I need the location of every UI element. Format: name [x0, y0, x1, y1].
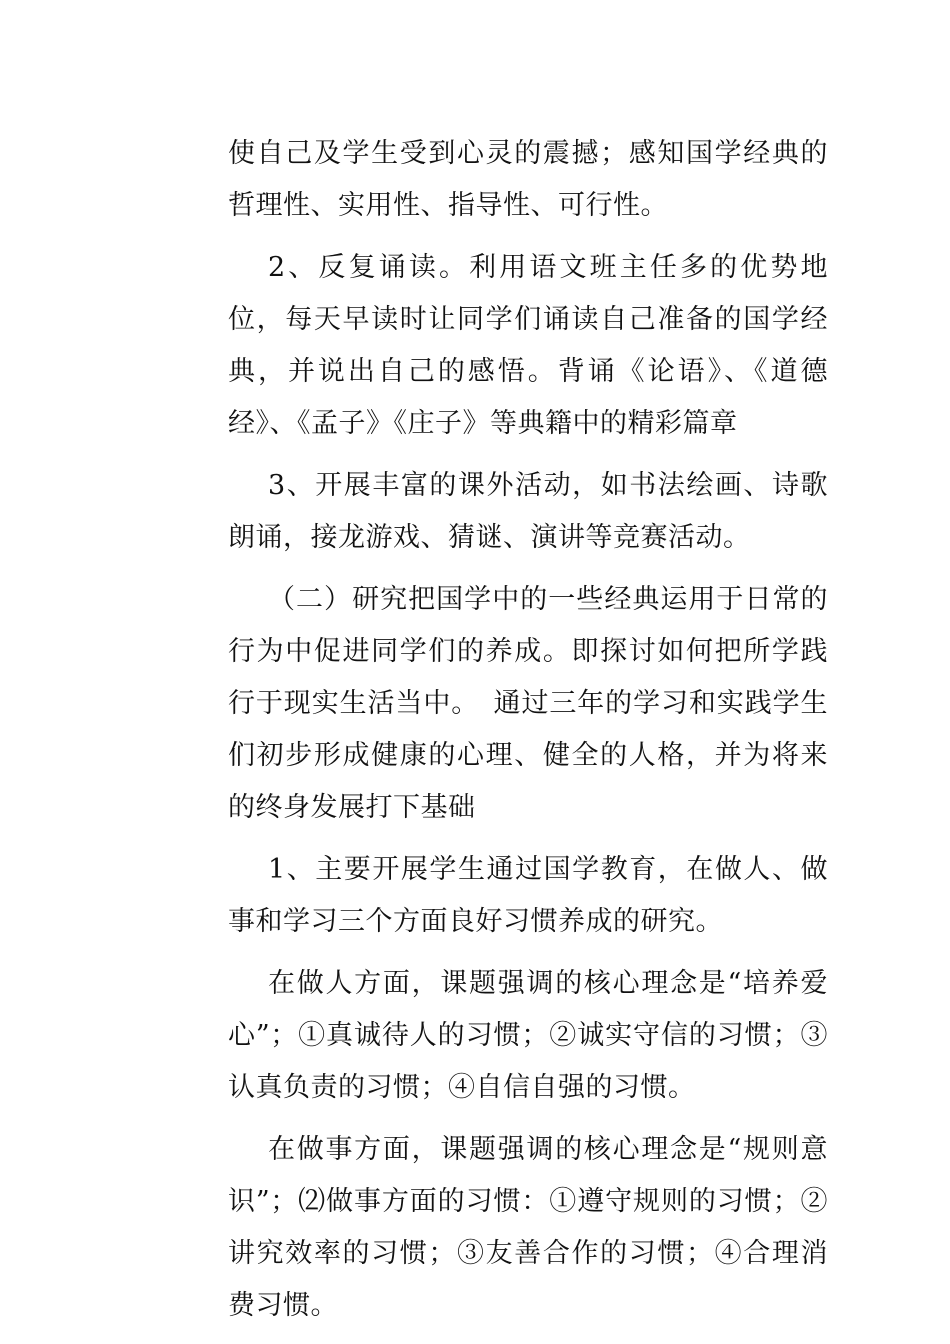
paragraph-5: 1、主要开展学生通过国学教育，在做人、做事和学习三个方面良好习惯养成的研究。: [228, 854, 828, 937]
paragraph-4: （二）研究把国学中的一些经典运用于日常的行为中促进同学们的养成。即探讨如何把所学践行于现实生活当中。 通过三年的学习和实践学生们初步形成健康的心理、健全的人格，并为将来的终身发展打下基础: [228, 584, 828, 823]
paragraph-1: 使自己及学生受到心灵的震撼；感知国学经典的哲理性、实用性、指导性、可行性。: [228, 138, 828, 221]
paragraph-3: 3、开展丰富的课外活动，如书法绘画、诗歌朗诵，接龙游戏、猜谜、演讲等竞赛活动。: [228, 470, 828, 553]
document-body: [228, 128, 828, 1332]
paragraph-6: 在做人方面，课题强调的核心理念是“培养爱心”；①真诚待人的习惯；②诚实守信的习惯；③认真负责的习惯；④自信自强的习惯。: [228, 968, 828, 1103]
paragraph-7: 在做事方面，课题强调的核心理念是“规则意识”；⑵做事方面的习惯：①遵守规则的习惯；②讲究效率的习惯；③友善合作的习惯；④合理消费习惯。: [228, 1134, 828, 1321]
paragraph-2: 2、反复诵读。利用语文班主任多的优势地位，每天早读时让同学们诵读自己准备的国学经典，并说出自己的感悟。背诵《论语》、《道德经》、《孟子》《庄子》等典籍中的精彩篇章: [228, 252, 828, 439]
